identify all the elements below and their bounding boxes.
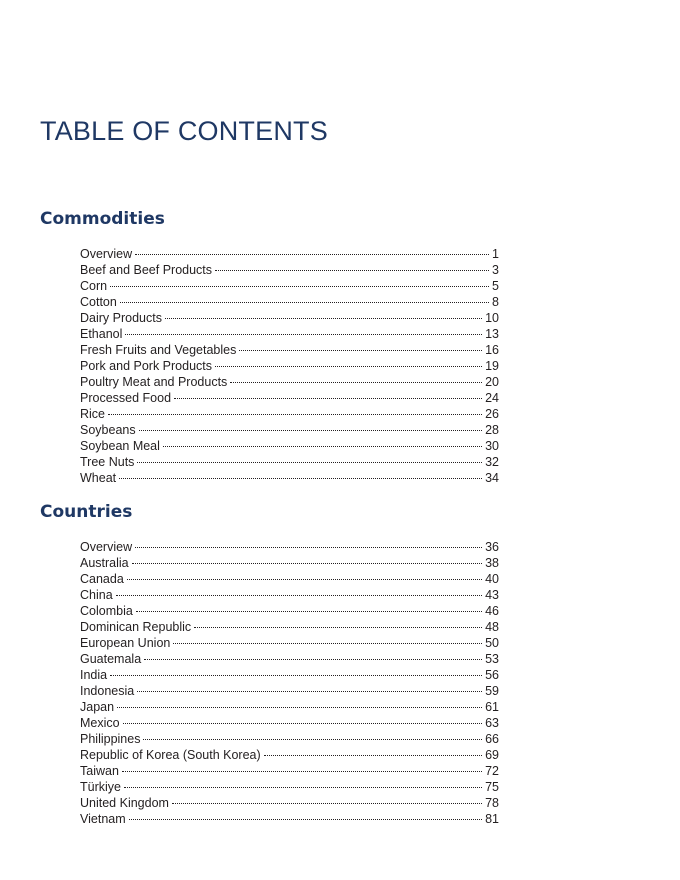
toc-entry-label: Pork and Pork Products	[80, 359, 213, 373]
toc-entry-page-number: 19	[485, 359, 499, 373]
toc-entry-label: Soybeans	[80, 423, 136, 437]
toc-entry-page-number: 30	[485, 439, 499, 453]
toc-entry[interactable]	[80, 310, 499, 326]
dot-leader	[163, 446, 482, 447]
toc-entry-page-number: 43	[485, 588, 499, 602]
toc-entry-label: Overview	[80, 247, 133, 261]
dot-leader	[135, 254, 489, 255]
toc-entry[interactable]	[80, 422, 499, 438]
toc-entry[interactable]	[80, 635, 499, 651]
toc-entry-label: United Kingdom	[80, 796, 169, 810]
dot-leader	[137, 462, 482, 463]
dot-leader	[165, 318, 482, 319]
dot-leader	[230, 382, 482, 383]
dot-leader	[110, 675, 482, 676]
toc-entry-page-number: 50	[485, 636, 499, 650]
toc-entry[interactable]	[80, 747, 499, 763]
toc-entry[interactable]	[80, 470, 499, 486]
dot-leader	[194, 627, 482, 628]
toc-entry-label: Dairy Products	[80, 311, 162, 325]
toc-entry-page-number: 34	[485, 471, 499, 485]
toc-entry[interactable]	[80, 651, 499, 667]
toc-entry-label: Australia	[80, 556, 129, 570]
dot-leader	[264, 755, 482, 756]
toc-entry-label: China	[80, 588, 113, 602]
toc-entry-page-number: 24	[485, 391, 499, 405]
toc-entry-page-number: 40	[485, 572, 499, 586]
dot-leader	[110, 286, 489, 287]
dot-leader	[117, 707, 482, 708]
toc-entry[interactable]	[80, 699, 499, 715]
toc-entry-page-number: 1	[492, 247, 499, 261]
toc-entry[interactable]	[80, 406, 499, 422]
toc-entry[interactable]	[80, 539, 499, 555]
toc-entry[interactable]	[80, 779, 499, 795]
toc-entry-page-number: 32	[485, 455, 499, 469]
dot-leader	[174, 398, 482, 399]
toc-entry-label: Cotton	[80, 295, 117, 309]
toc-entry-page-number: 5	[492, 279, 499, 293]
toc-entry-label: Tree Nuts	[80, 455, 135, 469]
dot-leader	[215, 366, 482, 367]
toc-entry-label: Fresh Fruits and Vegetables	[80, 343, 237, 357]
dot-leader	[172, 803, 482, 804]
toc-entry-page-number: 61	[485, 700, 499, 714]
toc-entry-label: Ethanol	[80, 327, 123, 341]
toc-entry[interactable]	[80, 262, 499, 278]
dot-leader	[135, 547, 482, 548]
toc-list-commodities	[80, 246, 499, 486]
toc-entry-page-number: 46	[485, 604, 499, 618]
toc-entry[interactable]	[80, 438, 499, 454]
toc-entry[interactable]	[80, 342, 499, 358]
toc-entry-page-number: 78	[485, 796, 499, 810]
toc-entry-label: Soybean Meal	[80, 439, 160, 453]
page-title: TABLE OF CONTENTS	[40, 116, 328, 146]
dot-leader	[125, 334, 482, 335]
toc-entry-label: Japan	[80, 700, 115, 714]
toc-entry-label: Poultry Meat and Products	[80, 375, 228, 389]
toc-entry-label: Beef and Beef Products	[80, 263, 213, 277]
dot-leader	[143, 739, 482, 740]
toc-entry[interactable]	[80, 795, 499, 811]
toc-entry[interactable]	[80, 555, 499, 571]
toc-list-countries	[80, 539, 499, 827]
toc-entry-label: Taiwan	[80, 764, 119, 778]
toc-entry-page-number: 75	[485, 780, 499, 794]
dot-leader	[137, 691, 482, 692]
dot-leader	[120, 302, 489, 303]
toc-entry[interactable]	[80, 619, 499, 635]
dot-leader	[123, 723, 483, 724]
toc-entry-page-number: 28	[485, 423, 499, 437]
toc-entry-label: Philippines	[80, 732, 141, 746]
toc-entry-page-number: 56	[485, 668, 499, 682]
dot-leader	[108, 414, 482, 415]
toc-entry-page-number: 66	[485, 732, 499, 746]
dot-leader	[132, 563, 482, 564]
toc-entry[interactable]	[80, 278, 499, 294]
toc-entry-page-number: 48	[485, 620, 499, 634]
toc-entry-label: Türkiye	[80, 780, 121, 794]
toc-entry[interactable]	[80, 731, 499, 747]
toc-entry-page-number: 8	[492, 295, 499, 309]
dot-leader	[119, 478, 482, 479]
toc-entry[interactable]	[80, 571, 499, 587]
section-heading-commodities: Commodities	[40, 209, 165, 229]
dot-leader	[239, 350, 482, 351]
toc-entry[interactable]	[80, 358, 499, 374]
toc-entry[interactable]	[80, 811, 499, 827]
toc-entry-label: Mexico	[80, 716, 120, 730]
toc-entry-label: Canada	[80, 572, 124, 586]
toc-entry-label: Corn	[80, 279, 108, 293]
toc-entry[interactable]	[80, 374, 499, 390]
toc-entry-page-number: 69	[485, 748, 499, 762]
toc-entry[interactable]	[80, 294, 499, 310]
toc-entry-page-number: 36	[485, 540, 499, 554]
toc-entry[interactable]	[80, 763, 499, 779]
dot-leader	[173, 643, 482, 644]
toc-entry-page-number: 63	[485, 716, 499, 730]
toc-entry-label: Wheat	[80, 471, 117, 485]
toc-entry-label: India	[80, 668, 108, 682]
toc-entry[interactable]	[80, 667, 499, 683]
toc-entry-page-number: 72	[485, 764, 499, 778]
dot-leader	[127, 579, 482, 580]
toc-entry-page-number: 10	[485, 311, 499, 325]
toc-entry-page-number: 81	[485, 812, 499, 826]
toc-entry[interactable]	[80, 587, 499, 603]
toc-entry-label: Colombia	[80, 604, 133, 618]
toc-entry-page-number: 16	[485, 343, 499, 357]
toc-entry-label: Overview	[80, 540, 133, 554]
toc-entry-label: Indonesia	[80, 684, 135, 698]
toc-entry-page-number: 20	[485, 375, 499, 389]
toc-entry-label: Republic of Korea (South Korea)	[80, 748, 261, 762]
section-heading-countries: Countries	[40, 502, 133, 522]
toc-entry[interactable]	[80, 326, 499, 342]
dot-leader	[122, 771, 482, 772]
toc-entry-label: Vietnam	[80, 812, 126, 826]
toc-entry-label: Dominican Republic	[80, 620, 192, 634]
toc-entry[interactable]	[80, 246, 499, 262]
dot-leader	[116, 595, 482, 596]
dot-leader	[215, 270, 489, 271]
toc-entry-label: Processed Food	[80, 391, 172, 405]
toc-entry[interactable]	[80, 390, 499, 406]
toc-entry-page-number: 26	[485, 407, 499, 421]
toc-entry-page-number: 53	[485, 652, 499, 666]
dot-leader	[129, 819, 482, 820]
toc-entry-label: Guatemala	[80, 652, 142, 666]
toc-entry-label: European Union	[80, 636, 171, 650]
toc-entry[interactable]	[80, 603, 499, 619]
dot-leader	[124, 787, 482, 788]
toc-entry-page-number: 13	[485, 327, 499, 341]
toc-entry-page-number: 3	[492, 263, 499, 277]
toc-entry-page-number: 38	[485, 556, 499, 570]
toc-entry[interactable]	[80, 454, 499, 470]
dot-leader	[144, 659, 482, 660]
toc-entry[interactable]	[80, 715, 499, 731]
toc-entry[interactable]	[80, 683, 499, 699]
toc-entry-label: Rice	[80, 407, 106, 421]
dot-leader	[136, 611, 482, 612]
dot-leader	[139, 430, 482, 431]
toc-entry-page-number: 59	[485, 684, 499, 698]
